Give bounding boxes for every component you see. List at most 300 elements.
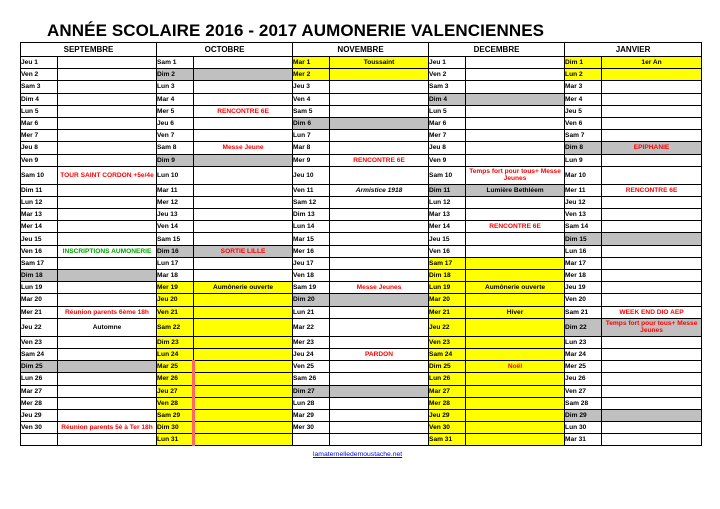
day-cell: Lun 10 [157,166,194,184]
day-cell: Mer 30 [293,422,330,434]
day-cell: Lun 26 [21,373,58,385]
day-cell: Ven 14 [157,221,194,233]
day-cell: Mar 27 [429,385,466,397]
day-cell: Ven 9 [429,154,466,166]
calendar-row [21,409,702,421]
event-cell: RENCONTRE 6E [330,154,429,166]
day-cell: Lun 14 [293,221,330,233]
calendar-row [21,361,702,373]
day-cell: Jeu 19 [565,282,602,294]
event-cell [330,245,429,257]
event-cell [466,69,565,81]
calendar-row [21,348,702,360]
event-cell [466,336,565,348]
day-cell: Ven 16 [429,245,466,257]
day-cell: Sam 5 [293,105,330,117]
day-cell: Lun 21 [293,306,330,318]
day-cell: Sam 29 [157,409,194,421]
day-cell: Mar 25 [157,361,194,373]
day-cell: Lun 30 [565,422,602,434]
event-cell: Réunion parents 6ème 18h [58,306,157,318]
calendar-row [21,306,702,318]
day-cell: Jeu 5 [565,105,602,117]
event-cell [194,373,293,385]
event-cell [58,209,157,221]
event-cell [194,154,293,166]
event-cell [602,196,702,208]
day-cell: Ven 2 [21,69,58,81]
event-cell: Messe Jeunes [330,282,429,294]
day-cell: Ven 16 [21,245,58,257]
month-header-row [21,43,702,57]
event-cell [330,81,429,93]
event-cell [194,209,293,221]
day-cell: Sam 19 [293,282,330,294]
day-cell: Lun 24 [157,348,194,360]
event-cell [58,373,157,385]
event-cell: SORTIE LILLE [194,245,293,257]
day-cell: Jeu 15 [429,233,466,245]
event-cell [330,257,429,269]
calendar-row [21,385,702,397]
event-cell [330,422,429,434]
event-cell [466,245,565,257]
calendar-row [21,221,702,233]
day-cell: Mar 4 [157,93,194,105]
event-cell [330,336,429,348]
event-cell [58,117,157,129]
day-cell: Mar 1 [293,57,330,69]
calendar-row [21,397,702,409]
event-cell [194,294,293,306]
day-cell: Dim 22 [565,318,602,336]
event-cell [58,196,157,208]
event-cell [330,434,429,446]
day-cell: Dim 2 [157,69,194,81]
month-header: JANVIER [565,43,702,57]
day-cell: Dim 6 [293,117,330,129]
day-cell: Sam 8 [157,142,194,154]
event-cell [194,93,293,105]
day-cell: Mar 3 [565,81,602,93]
event-cell: Armistice 1918 [330,184,429,196]
event-cell [466,233,565,245]
day-cell: Jeu 15 [21,233,58,245]
day-cell: Dim 15 [565,233,602,245]
day-cell: Mer 18 [565,270,602,282]
day-cell: Mar 20 [429,294,466,306]
event-cell [602,282,702,294]
event-cell [330,385,429,397]
event-cell [330,93,429,105]
event-cell: EPIPHANIE [602,142,702,154]
day-cell: Ven 7 [157,130,194,142]
day-cell: Lun 12 [21,196,58,208]
day-cell: Ven 20 [565,294,602,306]
event-cell [602,361,702,373]
day-cell: Dim 23 [157,336,194,348]
day-cell [293,434,330,446]
event-cell [466,209,565,221]
day-cell: Jeu 17 [293,257,330,269]
event-cell [602,409,702,421]
day-cell: Jeu 24 [293,348,330,360]
event-cell [194,270,293,282]
calendar-row [21,142,702,154]
event-cell [58,130,157,142]
calendar-row [21,184,702,196]
event-cell [330,233,429,245]
day-cell: Mar 29 [293,409,330,421]
event-cell: Messe Jeune [194,142,293,154]
event-cell [602,117,702,129]
day-cell: Mer 26 [157,373,194,385]
event-cell [602,373,702,385]
day-cell: Ven 6 [565,117,602,129]
event-cell [58,336,157,348]
day-cell: Sam 3 [21,81,58,93]
event-cell [194,166,293,184]
event-cell [58,434,157,446]
event-cell [602,245,702,257]
day-cell: Dim 30 [157,422,194,434]
day-cell: Sam 10 [429,166,466,184]
calendar-table [20,42,702,446]
event-cell [466,257,565,269]
day-cell: Sam 28 [565,397,602,409]
day-cell: Ven 2 [429,69,466,81]
event-cell [466,385,565,397]
event-cell [330,69,429,81]
event-cell [58,154,157,166]
day-cell: Mer 19 [157,282,194,294]
calendar-row [21,57,702,69]
day-cell: Mer 21 [21,306,58,318]
day-cell: Ven 25 [293,361,330,373]
event-cell: Temps fort pour tous+ Messe Jeunes [466,166,565,184]
event-cell [330,209,429,221]
day-cell: Dim 4 [429,93,466,105]
calendar-row [21,81,702,93]
event-cell [194,385,293,397]
calendar-body [21,57,702,446]
event-cell [466,93,565,105]
day-cell: Jeu 8 [429,142,466,154]
day-cell: Jeu 22 [21,318,58,336]
event-cell [330,117,429,129]
day-cell: Mar 18 [157,270,194,282]
event-cell [466,318,565,336]
day-cell: Ven 21 [157,306,194,318]
event-cell: Automne [58,318,157,336]
event-cell [602,69,702,81]
day-cell: Ven 13 [565,209,602,221]
day-cell: Mar 10 [565,166,602,184]
day-cell: Sam 17 [429,257,466,269]
day-cell: Dim 16 [157,245,194,257]
day-cell: Dim 29 [565,409,602,421]
day-cell: Mer 9 [293,154,330,166]
day-cell: Jeu 12 [565,196,602,208]
event-cell [194,117,293,129]
month-header: SEPTEMBRE [21,43,157,57]
event-cell [58,257,157,269]
calendar-row [21,117,702,129]
event-cell [194,257,293,269]
event-cell: Réunion parents 5è à Ter 18h [58,422,157,434]
day-cell: Ven 27 [565,385,602,397]
day-cell: Mer 14 [21,221,58,233]
day-cell: Jeu 27 [157,385,194,397]
event-cell [466,422,565,434]
day-cell: Mer 12 [157,196,194,208]
calendar-row [21,422,702,434]
day-cell: Mer 5 [157,105,194,117]
calendar-row [21,233,702,245]
day-cell: Dim 20 [293,294,330,306]
event-cell [194,361,293,373]
event-cell [58,221,157,233]
event-cell: Noël [466,361,565,373]
event-cell [58,409,157,421]
day-cell: Dim 1 [565,57,602,69]
day-cell: Jeu 3 [293,81,330,93]
day-cell: Jeu 29 [21,409,58,421]
event-cell [58,361,157,373]
event-cell [194,69,293,81]
day-cell: Jeu 6 [157,117,194,129]
day-cell: Mer 21 [429,306,466,318]
event-cell [58,57,157,69]
event-cell [602,154,702,166]
event-cell [58,294,157,306]
event-cell [330,142,429,154]
day-cell: Mar 8 [293,142,330,154]
page-title: ANNÉE SCOLAIRE 2016 - 2017 AUMONERIE VALENCIENNES [47,21,545,40]
day-cell: Sam 12 [293,196,330,208]
day-cell: Jeu 1 [21,57,58,69]
event-cell [194,306,293,318]
day-cell: Sam 24 [429,348,466,360]
event-cell [602,422,702,434]
event-cell [194,336,293,348]
month-header: DECEMBRE [429,43,565,57]
event-cell [58,69,157,81]
event-cell: Temps fort pour tous+ Messe Jeunes [602,318,702,336]
day-cell: Mer 16 [293,245,330,257]
day-cell: Lun 19 [429,282,466,294]
event-cell [194,434,293,446]
event-cell [466,373,565,385]
day-cell: Jeu 22 [429,318,466,336]
day-cell: Dim 11 [21,184,58,196]
day-cell: Sam 7 [565,130,602,142]
day-cell: Dim 9 [157,154,194,166]
day-cell: Ven 18 [293,270,330,282]
day-cell: Ven 23 [21,336,58,348]
day-cell: Mar 13 [429,209,466,221]
day-cell: Dim 18 [429,270,466,282]
event-cell [602,105,702,117]
day-cell: Mar 15 [293,233,330,245]
event-cell [466,130,565,142]
day-cell: Dim 13 [293,209,330,221]
event-cell [58,397,157,409]
day-cell: Ven 11 [293,184,330,196]
event-cell [330,130,429,142]
event-cell [466,105,565,117]
calendar-row [21,373,702,385]
event-cell: PARDON [330,348,429,360]
day-cell: Mar 27 [21,385,58,397]
event-cell [602,81,702,93]
day-cell: Sam 21 [565,306,602,318]
day-cell: Mer 28 [429,397,466,409]
day-cell: Lun 28 [293,397,330,409]
event-cell [466,117,565,129]
event-cell: Aumônerie ouverte [466,282,565,294]
event-cell: WEEK END DIO AEP [602,306,702,318]
day-cell: Dim 27 [293,385,330,397]
day-cell: Mar 17 [565,257,602,269]
month-header: OCTOBRE [157,43,293,57]
calendar-row [21,336,702,348]
day-cell: Sam 22 [157,318,194,336]
calendar-row [21,105,702,117]
event-cell: 1er An [602,57,702,69]
day-cell: Sam 17 [21,257,58,269]
event-cell [602,209,702,221]
event-cell [330,318,429,336]
event-cell [602,93,702,105]
calendar-row [21,257,702,269]
day-cell: Dim 11 [429,184,466,196]
event-cell [602,130,702,142]
footer-link[interactable]: lamaternelledemoustache.net [313,451,403,458]
day-cell: Jeu 13 [157,209,194,221]
event-cell [602,385,702,397]
event-cell [602,348,702,360]
day-cell: Ven 23 [429,336,466,348]
month-header: NOVEMBRE [293,43,429,57]
day-cell [21,434,58,446]
day-cell: Jeu 20 [157,294,194,306]
day-cell: Mer 23 [293,336,330,348]
day-cell: Lun 19 [21,282,58,294]
event-cell [194,57,293,69]
day-cell: Lun 23 [565,336,602,348]
event-cell [330,361,429,373]
event-cell [58,233,157,245]
event-cell [194,233,293,245]
event-cell [602,336,702,348]
day-cell: Jeu 10 [293,166,330,184]
day-cell: Ven 28 [157,397,194,409]
event-cell [194,130,293,142]
day-cell: Lun 31 [157,434,194,446]
event-cell [466,270,565,282]
event-cell [466,348,565,360]
event-cell [330,196,429,208]
event-cell: Aumônerie ouverte [194,282,293,294]
day-cell: Lun 5 [21,105,58,117]
event-cell [58,105,157,117]
day-cell: Ven 4 [293,93,330,105]
day-cell: Mar 11 [157,184,194,196]
day-cell: Lun 16 [565,245,602,257]
event-cell [602,257,702,269]
day-cell: Lun 7 [293,130,330,142]
day-cell: Ven 30 [429,422,466,434]
event-cell [602,397,702,409]
day-cell: Mer 25 [565,361,602,373]
calendar-row [21,294,702,306]
day-cell: Ven 30 [21,422,58,434]
day-cell: Mar 6 [21,117,58,129]
day-cell: Jeu 29 [429,409,466,421]
event-cell [58,142,157,154]
event-cell [330,270,429,282]
day-cell: Mar 24 [565,348,602,360]
event-cell [194,409,293,421]
calendar-row [21,166,702,184]
event-cell: Hiver [466,306,565,318]
event-cell [194,196,293,208]
day-cell: Mar 22 [293,318,330,336]
day-cell: Sam 3 [429,81,466,93]
day-cell: Lun 2 [565,69,602,81]
event-cell [602,294,702,306]
event-cell [194,397,293,409]
calendar-row [21,154,702,166]
day-cell: Mer 28 [21,397,58,409]
event-cell [466,142,565,154]
day-cell: Ven 9 [21,154,58,166]
day-cell: Lun 17 [157,257,194,269]
event-cell: Toussaint [330,57,429,69]
calendar-row [21,318,702,336]
day-cell: Mer 2 [293,69,330,81]
day-cell: Lun 5 [429,105,466,117]
day-cell: Dim 4 [21,93,58,105]
event-cell [58,270,157,282]
day-cell: Jeu 26 [565,373,602,385]
event-cell [194,81,293,93]
event-cell [58,184,157,196]
event-cell [602,434,702,446]
event-cell [466,57,565,69]
event-cell [194,422,293,434]
calendar-row [21,209,702,221]
day-cell: Lun 3 [157,81,194,93]
day-cell: Mar 31 [565,434,602,446]
day-cell: Lun 26 [429,373,466,385]
calendar-row [21,245,702,257]
calendar-row [21,270,702,282]
event-cell: RENCONTRE 6E [194,105,293,117]
calendar-row [21,282,702,294]
event-cell: TOUR SAINT CORDON +5e/4e [58,166,157,184]
event-cell [330,397,429,409]
event-cell [58,385,157,397]
calendar-row [21,93,702,105]
event-cell [602,270,702,282]
day-cell: Sam 1 [157,57,194,69]
day-cell: Sam 24 [21,348,58,360]
calendar-row [21,130,702,142]
event-cell [466,81,565,93]
event-cell: Lumière Bethléem [466,184,565,196]
